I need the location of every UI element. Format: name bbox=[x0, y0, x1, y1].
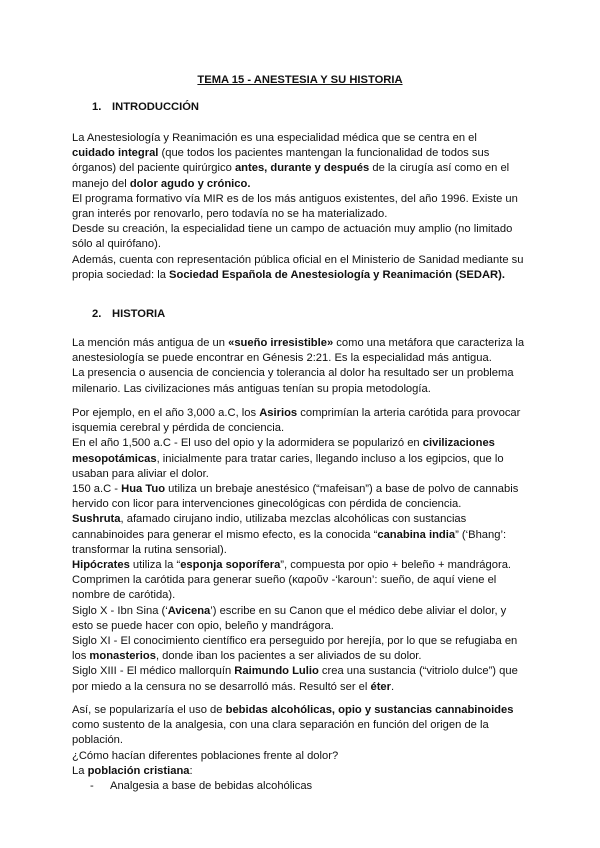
section-title: HISTORIA bbox=[112, 308, 166, 320]
section-number: 2. bbox=[92, 308, 102, 320]
historia-intro bbox=[72, 336, 530, 397]
timeline-entry: Por ejemplo, en el año 3,000 a.C, los Asirios comprimían la arteria carótida para provocar isquemia cerebral y pérdida de conciencia. bbox=[72, 407, 521, 435]
historia-paragraph: La población cristiana: bbox=[72, 764, 193, 777]
timeline-entry: En el año 1,500 a.C - El uso del opio y la adormidera se popularizó en civilizaciones mesopotámicas, inicialmente para tratar caries, llegando incluso a los egipcios, que lo usaban para aliviar el dolor. bbox=[72, 437, 504, 480]
intro-paragraph: El programa formativo vía MIR es de los más antiguos existentes, del año 1996. Existe un gran interés por renovarlo, pero todavía no se ha materializado. bbox=[72, 192, 518, 221]
timeline-entry: 150 a.C - Hua Tuo utiliza un brebaje anestésico (“mafeisan”) a base de polvo de cannabis hervido con licor para intervenciones ginecológicas con pérdida de conciencia. bbox=[72, 483, 519, 511]
section-heading-historia bbox=[92, 307, 165, 322]
historia-paragraph: La mención más antigua de un «sueño irresistible» como una metáfora que caracteriza la anestesiología se puede encontrar en Génesis 2:21. Es la especialidad más antigua. bbox=[72, 337, 525, 365]
historia-timeline bbox=[72, 406, 530, 695]
timeline-entry: Siglo XIII - El médico mallorquín Raimundo Lulio crea una sustancia (“vitriolo dulce”) que por miedo a la censura no se desarrolló más. Resultó ser el éter. bbox=[72, 665, 518, 693]
list-bullet: - bbox=[90, 780, 94, 793]
intro-paragraph: Además, cuenta con representación pública oficial en el Ministerio de Sanidad mediante su propia sociedad: la Sociedad Española de Anestesiología y Reanimación (SEDAR). bbox=[72, 253, 524, 281]
timeline-entry: Siglo X - Ibn Sina (‘Avicena’) escribe en su Canon que el médico debe aliviar el dolor, y esto se puede hacer con opio, beleño y mandrágora. bbox=[72, 604, 507, 632]
timeline-entry: Sushruta, afamado cirujano indio, utilizaba mezclas alcohólicas con sustancias cannabinoides para generar el mismo efecto, es la conocida “canabina india” (‘Bhang’: transformar la rutina sensorial). bbox=[72, 513, 507, 556]
timeline-entry: Hipócrates utiliza la “esponja soporífera”, compuesta por opio + beleño + mandrágora. Comprimen la carótida para generar sueño (καροῦν -‘karoun’: sueño, de aquí viene el nombre de carótida). bbox=[72, 559, 512, 602]
section-heading-introduccion bbox=[92, 100, 199, 115]
list-item-text: Analgesia a base de bebidas alcohólicas bbox=[110, 780, 313, 793]
intro-paragraph: La Anestesiología y Reanimación es una especialidad médica que se centra en el cuidado integral (que todos los pacientes mantengan la funcionalidad de todos sus órganos) del paciente quirúrgico antes, durante y después de la cirugía así como en el manejo del dolor agudo y crónico. bbox=[72, 132, 510, 190]
historia-paragraph: ¿Cómo hacían diferentes poblaciones frente al dolor? bbox=[72, 749, 339, 762]
historia-conclusion bbox=[72, 703, 530, 794]
section-title: INTRODUCCIÓN bbox=[112, 101, 200, 113]
document-title: TEMA 15 - ANESTESIA Y SU HISTORIA bbox=[197, 74, 403, 86]
intro-paragraph: Desde su creación, la especialidad tiene un campo de actuación muy amplio (no limitado sólo al quirófano). bbox=[72, 223, 513, 251]
historia-paragraph: Así, se popularizaría el uso de bebidas alcohólicas, opio y sustancias cannabinoides como sustento de la analgesia, con una clara separación en función del origen de la población. bbox=[72, 704, 514, 747]
timeline-entry: Siglo XI - El conocimiento científico era perseguido por herejía, por lo que se refugiaba en los monasterios, donde iban los pacientes a ser aliviados de su dolor. bbox=[72, 635, 518, 663]
section-number: 1. bbox=[92, 101, 102, 113]
historia-paragraph: La presencia o ausencia de conciencia y tolerancia al dolor ha resultado ser un problema milenario. Las civilizaciones más antiguas tenían su propia metodología. bbox=[72, 367, 514, 395]
list-item bbox=[72, 779, 530, 794]
intro-section bbox=[72, 131, 530, 283]
